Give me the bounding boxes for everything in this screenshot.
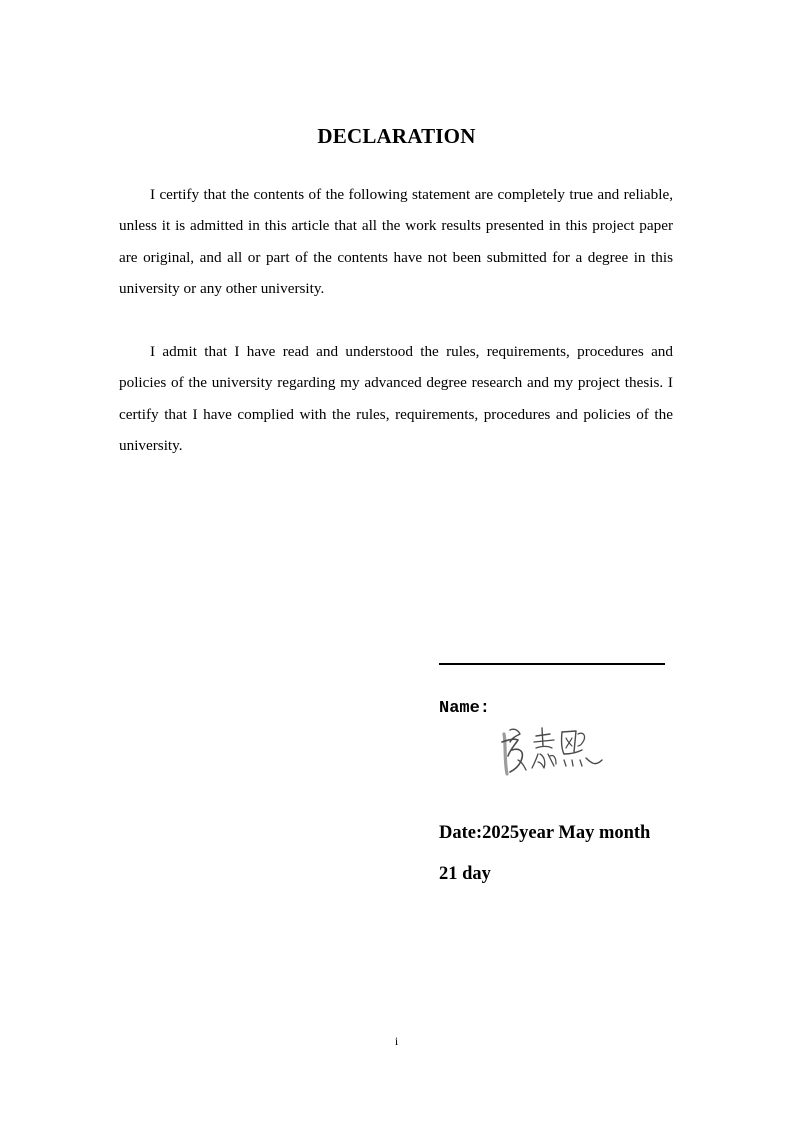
declaration-paragraph-2: I admit that I have read and understood the rules, requirements, procedures and policies of the university regarding my advanced degree research and my project thesis. I certify that I have complied with the rules, requirements, procedures and policies of the university.: [119, 343, 673, 454]
handwritten-signature: [498, 720, 606, 780]
page-title: DECLARATION: [317, 124, 476, 148]
date-label: Date:2025year May month: [439, 823, 651, 843]
day-label: 21 day: [439, 864, 491, 884]
declaration-paragraph-1: I certify that the contents of the following statement are completely true and reliable, unless it is admitted in this article that all the work results presented in this project paper are original, and all or part of the contents have not been submitted for a degree in this university or any other university.: [119, 186, 673, 297]
signature-line: [439, 663, 665, 665]
name-label: Name:: [439, 699, 491, 718]
page-number: i: [394, 1034, 399, 1048]
